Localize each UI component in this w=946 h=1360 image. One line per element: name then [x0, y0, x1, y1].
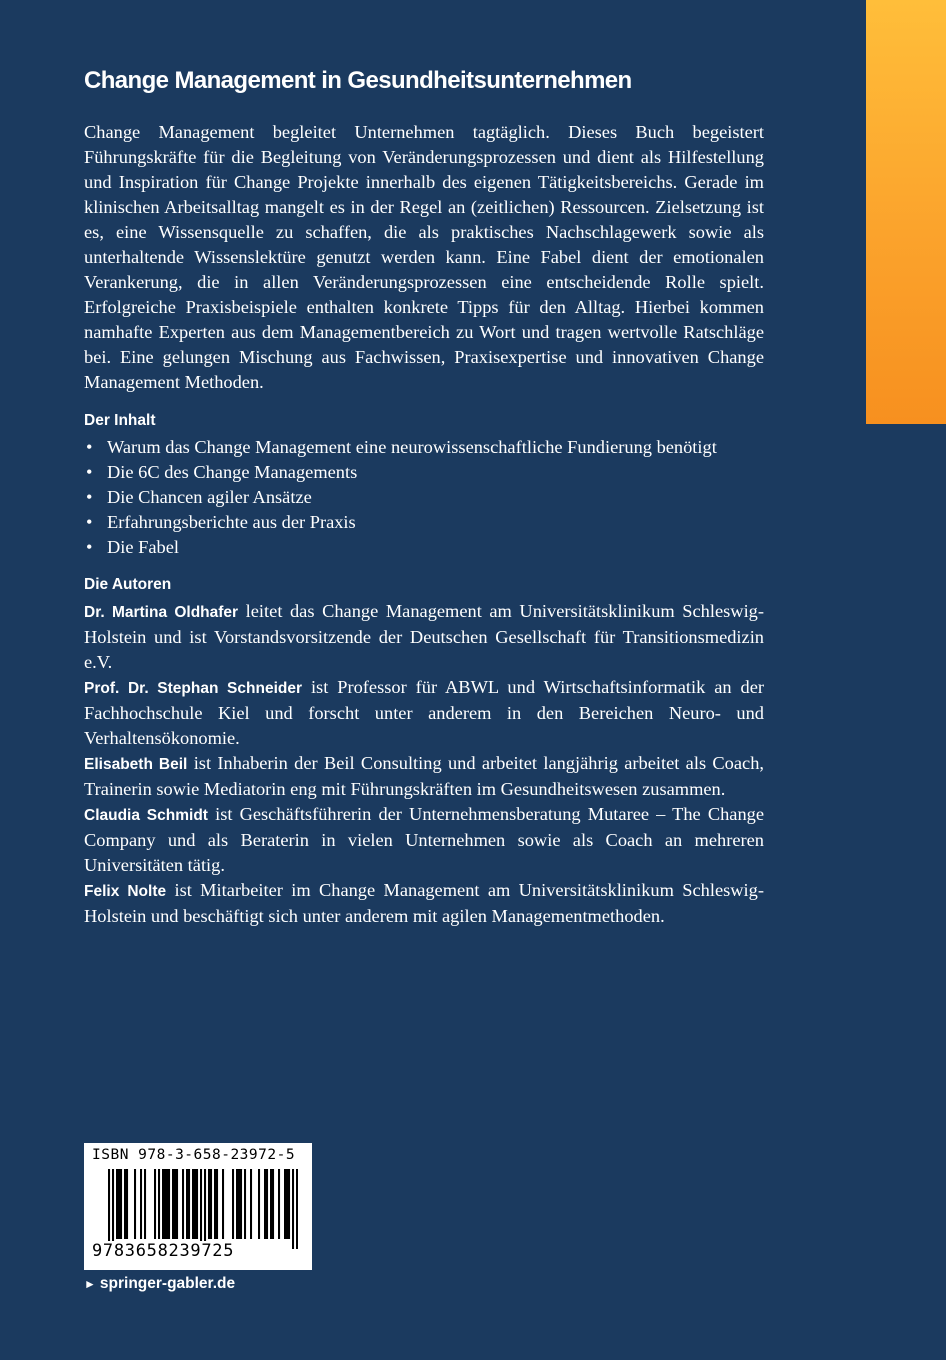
barcode-bar	[140, 1169, 142, 1239]
arrow-right-icon: ►	[84, 1277, 96, 1291]
barcode-bar	[134, 1169, 136, 1239]
barcode-bar	[266, 1169, 268, 1239]
orange-accent-tab	[866, 0, 946, 424]
book-blurb: Change Management begleitet Unternehmen tagtäglich. Dieses Buch begeistert Führungskräfte für die Begleitung von Veränderungsprozessen und dient als Hilfestellung und Inspiration für Change Projekte innerhalb des eigenen Tätigkeitsbereichs. Gerade im klinischen Arbeitsalltag mangelt es in der Regel an (zeitlichen) Ressourcen. Zielsetzung ist es, eine Wissensquelle zu schaffen, die als praktisches Nachschlagewerk sowie als unterhaltende Wissenslektüre genutzt werden kann. Eine Fabel dient der emotionalen Verankerung, die in allen Veränderungsprozessen eine entscheidende Rolle spielt. Erfolgreiche Praxisbeispiele enthalten konkrete Tipps für den Alltag. Hierbei kommen namhafte Experten aus dem Managementbereich zu Wort und tragen wertvolle Ratschläge bei. Eine gelungen Mischung aus Fachwissen, Praxisexpertise und innovativen Change Management Methoden.	[84, 122, 764, 392]
barcode-bar	[284, 1169, 286, 1239]
barcode-bar	[238, 1169, 240, 1239]
author-bio	[84, 599, 764, 675]
publisher-website-link[interactable]	[84, 1273, 235, 1295]
list-item-text: Erfahrungsberichte aus der Praxis	[107, 512, 356, 532]
isbn-barcode-box	[84, 1143, 312, 1270]
contents-heading: Der Inhalt	[84, 412, 156, 429]
barcode-bar	[182, 1169, 184, 1239]
barcode-bar	[164, 1169, 166, 1239]
author-bio	[84, 675, 764, 751]
bullet-icon: •	[86, 487, 93, 507]
barcode-bar	[144, 1169, 146, 1239]
author-name: Elisabeth Beil	[84, 756, 188, 773]
barcode-bar	[126, 1169, 128, 1239]
barcode-bar	[208, 1169, 210, 1239]
author-bio	[84, 802, 764, 878]
list-item-text: Warum das Change Management eine neurowissenschaftliche Fundierung benötigt	[107, 437, 717, 457]
barcode-bar	[204, 1169, 206, 1249]
barcode-bar	[196, 1169, 198, 1239]
contents-list	[84, 435, 764, 560]
authors-heading: Die Autoren	[84, 576, 172, 593]
list-item	[84, 435, 764, 460]
barcode-bar	[296, 1169, 298, 1249]
book-title: Change Management in Gesundheitsunternehmen	[84, 67, 632, 94]
barcode-bar	[162, 1169, 164, 1239]
bullet-icon: •	[86, 537, 93, 557]
barcode-bar	[272, 1169, 274, 1239]
list-item	[84, 510, 764, 535]
barcode-bar	[116, 1169, 118, 1239]
barcode-bar	[232, 1169, 234, 1239]
list-item	[84, 485, 764, 510]
barcode-bar	[186, 1169, 188, 1239]
barcode-bar	[158, 1169, 160, 1239]
list-item-text: Die Chancen agiler Ansätze	[107, 487, 312, 507]
bullet-icon: •	[86, 437, 93, 457]
barcode-bar	[270, 1169, 272, 1239]
barcode-bar	[286, 1169, 288, 1239]
barcode-bar	[188, 1169, 190, 1239]
isbn-label: ISBN 978-3-658-23972-5	[92, 1147, 296, 1163]
barcode-bar	[216, 1169, 218, 1239]
author-text: ist Mitarbeiter im Change Management am Universitätsklinikum Schleswig-Holstein und beschäftigt sich unter anderem mit agilen Managementmethoden.	[84, 880, 764, 926]
barcode-bar	[258, 1169, 260, 1239]
author-text: ist Inhaberin der Beil Consulting und arbeitet langjährig arbeitet als Coach, Trainerin sowie Mediatorin eng mit Führungskräften im Gesundheitswesen zusammen.	[84, 753, 764, 799]
barcode-bar	[118, 1169, 120, 1239]
barcode-bar	[112, 1169, 114, 1249]
author-name: Prof. Dr. Stephan Schneider	[84, 680, 303, 697]
bullet-icon: •	[86, 512, 93, 532]
author-name: Dr. Martina Oldhafer	[84, 604, 239, 621]
author-text: ist Geschäftsführerin der Unternehmensberatung Mutaree – The Change Company und als Beraterin in vielen Unternehmen sowie als Coach an mehreren Universitäten tätig.	[84, 804, 765, 875]
author-name: Claudia Schmidt	[84, 807, 208, 824]
barcode-bar	[108, 1169, 110, 1249]
barcode-bar	[214, 1169, 216, 1239]
barcode-bar	[236, 1169, 238, 1239]
list-item-text: Die Fabel	[107, 537, 180, 557]
barcode-bar	[292, 1169, 294, 1249]
back-cover-content	[84, 64, 764, 929]
barcode-bar	[176, 1169, 178, 1239]
barcode-bar	[120, 1169, 122, 1239]
barcode-bar	[222, 1169, 224, 1239]
barcode-icon	[108, 1169, 298, 1249]
author-bio	[84, 878, 764, 929]
barcode-digits: 9783658239725	[92, 1241, 235, 1261]
barcode-bar	[210, 1169, 212, 1239]
list-item-text: Die 6C des Change Managements	[107, 462, 358, 482]
list-item	[84, 460, 764, 485]
barcode-bar	[194, 1169, 196, 1239]
author-name: Felix Nolte	[84, 883, 167, 900]
barcode-bar	[172, 1169, 174, 1239]
barcode-bar	[244, 1169, 246, 1239]
author-text: ist Professor für ABWL und Wirtschaftsinformatik an der Fachhochschule Kiel und forscht unter anderem in den Bereichen Neuro- und Verhaltensökonomie.	[84, 677, 764, 748]
barcode-bar	[200, 1169, 202, 1249]
barcode-bar	[240, 1169, 242, 1239]
author-text: leitet das Change Management am Universitätsklinikum Schleswig-Holstein und ist Vorstandsvorsitzende der Deutschen Gesellschaft für Transitionsmedizin e.V.	[84, 601, 764, 672]
list-item	[84, 535, 764, 560]
barcode-bar	[154, 1169, 156, 1239]
barcode-bar	[250, 1169, 252, 1239]
barcode-bar	[174, 1169, 176, 1239]
barcode-bar	[278, 1169, 280, 1239]
barcode-bar	[192, 1169, 194, 1239]
barcode-bar	[168, 1169, 170, 1239]
barcode-bar	[264, 1169, 266, 1239]
barcode-bar	[288, 1169, 290, 1239]
bullet-icon: •	[86, 462, 93, 482]
barcode-bar	[166, 1169, 168, 1239]
barcode-bar	[124, 1169, 126, 1239]
website-url: springer-gabler.de	[99, 1275, 236, 1292]
author-bio	[84, 751, 764, 802]
